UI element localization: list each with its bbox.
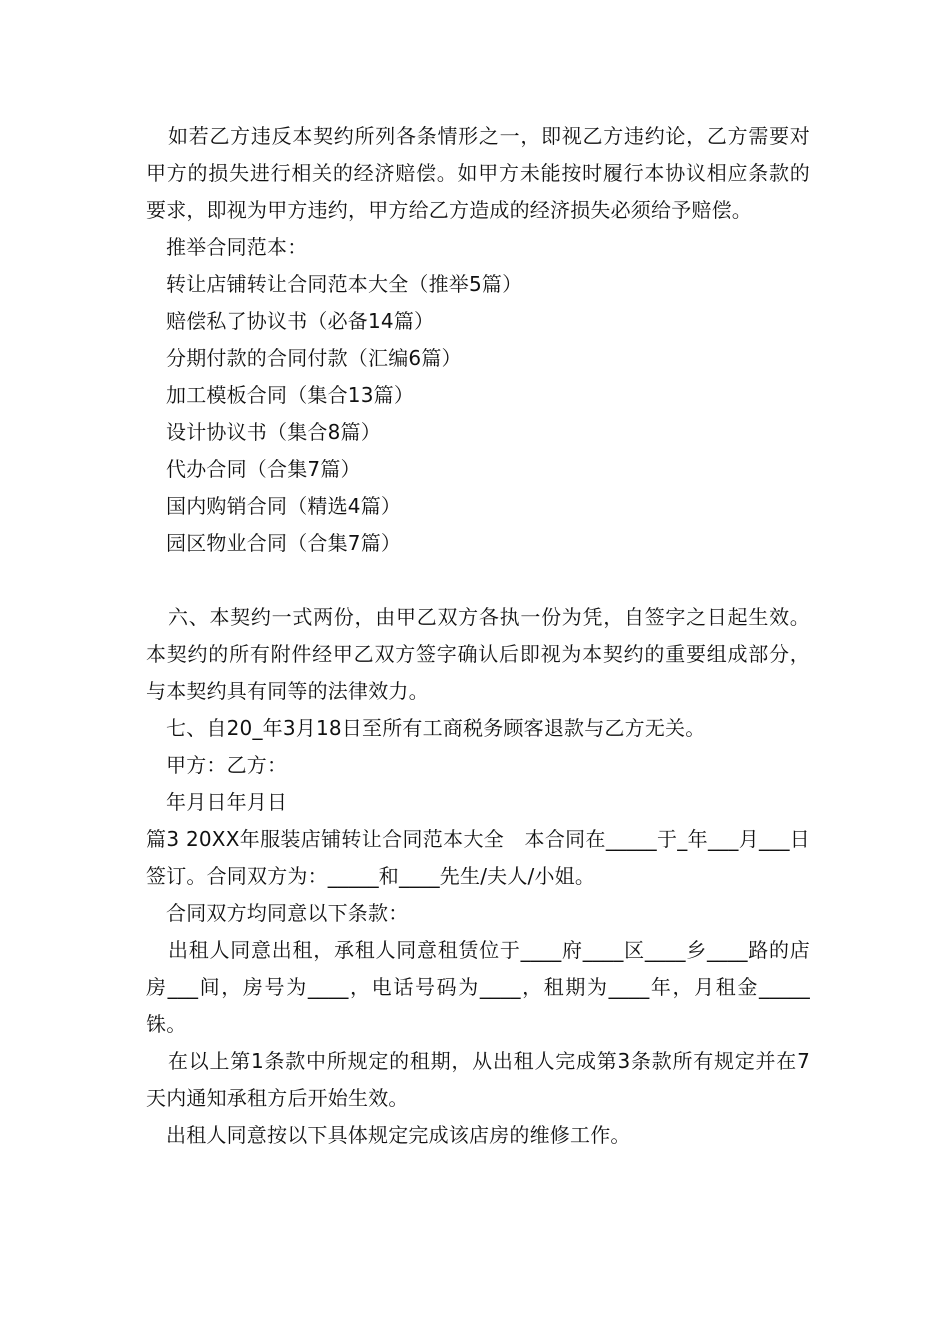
recommend-link[interactable]: 加工模板合同（集合13篇）	[166, 383, 415, 407]
paragraph-agree: 合同双方均同意以下条款：	[166, 901, 409, 925]
recommend-link[interactable]: 分期付款的合同付款（汇编6篇）	[166, 346, 462, 370]
article-3-heading-paragraph: 篇3 20XX年服装店铺转让合同范本大全 本合同在_____于_年___月___日签订。合同双方为：_____和____先生/夫人/小姐。	[146, 827, 810, 888]
recommend-list	[146, 266, 810, 562]
signature-dates: 年月日年月日	[166, 790, 288, 814]
recommend-link[interactable]: 设计协议书（集合8篇）	[166, 420, 381, 444]
recommend-link[interactable]: 代办合同（合集7篇）	[166, 457, 361, 481]
recommend-link[interactable]: 转让店铺转让合同范本大全（推举5篇）	[166, 272, 523, 296]
recommend-heading: 推举合同范本：	[166, 235, 308, 259]
signature-parties: 甲方：乙方：	[166, 753, 288, 777]
spacer	[146, 562, 810, 599]
paragraph-lease: 出租人同意出租，承租人同意租赁位于____府____区____乡____路的店房___间，房号为____，电话号码为____，租期为____年，月租金_____铢。	[146, 938, 810, 1036]
paragraph-six: 六、本契约一式两份，由甲乙双方各执一份为凭，自签字之日起生效。本契约的所有附件经甲乙双方签字确认后即视为本契约的重要组成部分，与本契约具有同等的法律效力。	[146, 605, 810, 703]
paragraph-breach: 如若乙方违反本契约所列各条情形之一，即视乙方违约论，乙方需要对甲方的损失进行相关的经济赔偿。如甲方未能按时履行本协议相应条款的要求，即视为甲方违约，甲方给乙方造成的经济损失必须给予赔偿。	[146, 124, 810, 222]
recommend-link[interactable]: 国内购销合同（精选4篇）	[166, 494, 402, 518]
recommend-link[interactable]: 赔偿私了协议书（必备14篇）	[166, 309, 435, 333]
paragraph-term: 在以上第1条款中所规定的租期，从出租人完成第3条款所有规定并在7天内通知承租方后开始生效。	[146, 1049, 810, 1110]
recommend-link[interactable]: 园区物业合同（合集7篇）	[166, 531, 402, 555]
paragraph-repair: 出租人同意按以下具体规定完成该店房的维修工作。	[166, 1123, 631, 1147]
document-body	[146, 118, 810, 1154]
paragraph-seven: 七、自20_年3月18日至所有工商税务顾客退款与乙方无关。	[166, 716, 706, 740]
